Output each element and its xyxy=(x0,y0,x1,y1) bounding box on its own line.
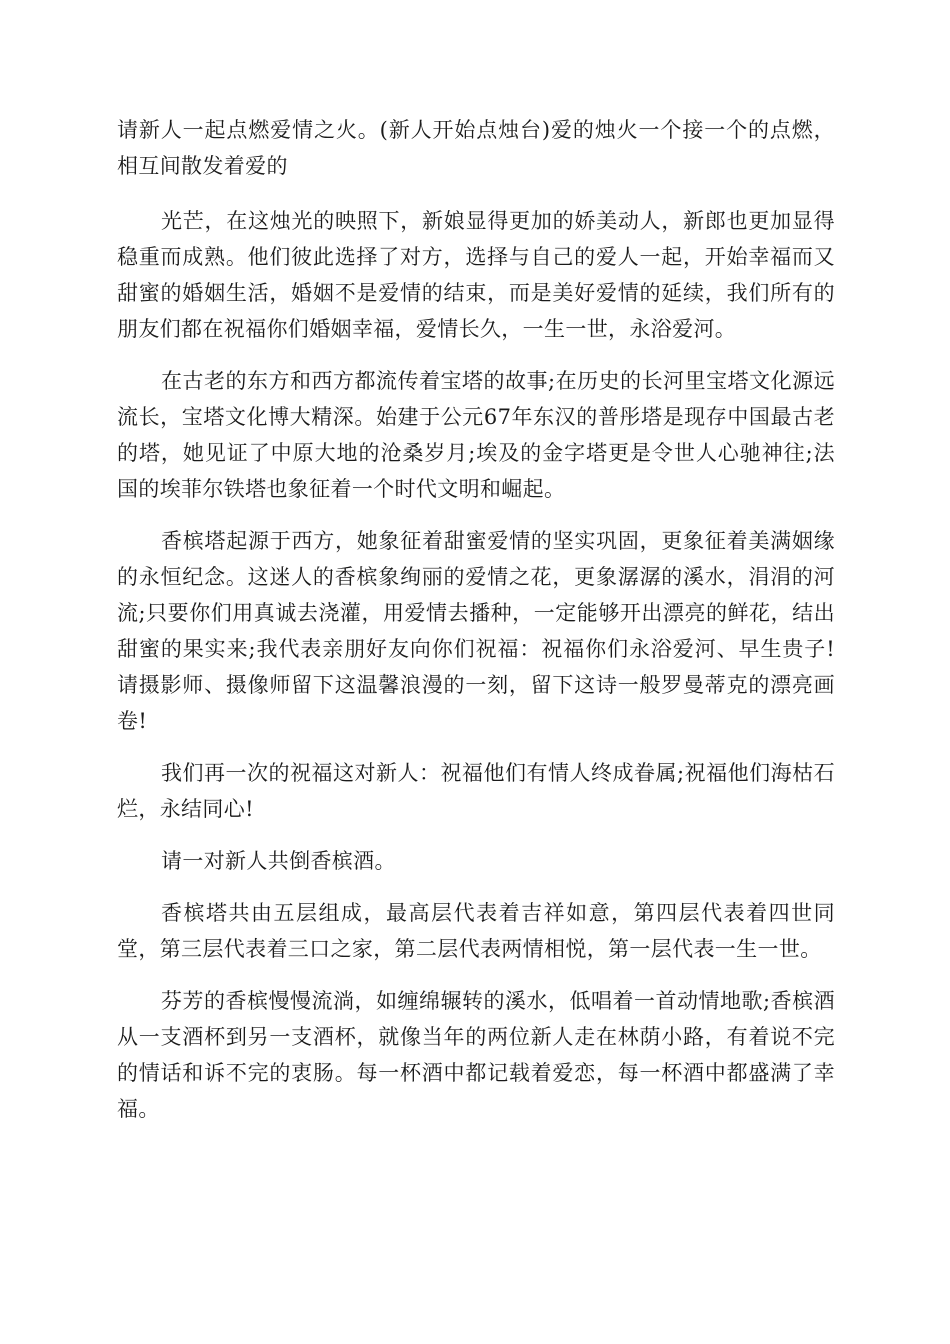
paragraph-7: 香槟塔共由五层组成，最高层代表着吉祥如意，第四层代表着四世同堂，第三层代表着三口之家，第二层代表两情相悦，第一层代表一生一世。 xyxy=(117,901,835,961)
document-body xyxy=(117,112,835,1143)
paragraph-2: 光芒，在这烛光的映照下，新娘显得更加的娇美动人，新郎也更加显得稳重而成熟。他们彼此选择了对方，选择与自己的爱人一起，开始幸福而又甜蜜的婚姻生活，婚姻不是爱情的结束，而是美好爱情的延续，我们所有的朋友们都在祝福你们婚姻幸福，爱情长久，一生一世，永浴爱河。 xyxy=(117,209,835,341)
paragraph-6: 请一对新人共倒香槟酒。 xyxy=(161,849,396,873)
paragraph-8: 芬芳的香槟慢慢流淌，如缠绵辗转的溪水，低唱着一首动情地歌;香槟酒从一支酒杯到另一支酒杯，就像当年的两位新人走在林荫小路，有着说不完的情话和诉不完的衷肠。每一杯酒中都记载着爱恋，每一杯酒中都盛满了幸福。 xyxy=(117,989,835,1121)
paragraph-5: 我们再一次的祝福这对新人：祝福他们有情人终成眷属;祝福他们海枯石烂，永结同心! xyxy=(117,761,835,821)
paragraph-3: 在古老的东方和西方都流传着宝塔的故事;在历史的长河里宝塔文化源远流长，宝塔文化博大精深。始建于公元67年东汉的普彤塔是现存中国最古老的塔，她见证了中原大地的沧桑岁月;埃及的金字塔更是令世人心驰神往;法国的埃菲尔铁塔也象征着一个时代文明和崛起。 xyxy=(117,369,835,501)
paragraph-4: 香槟塔起源于西方，她象征着甜蜜爱情的坚实巩固，更象征着美满姻缘的永恒纪念。这迷人的香槟象绚丽的爱情之花，更象潺潺的溪水，涓涓的河流;只要你们用真诚去浇灌，用爱情去播种，一定能够开出漂亮的鲜花，结出甜蜜的果实来;我代表亲朋好友向你们祝福：祝福你们永浴爱河、早生贵子!请摄影师、摄像师留下这温馨浪漫的一刻，留下这诗一般罗曼蒂克的漂亮画卷! xyxy=(117,529,835,733)
paragraph-1: 请新人一起点燃爱情之火。(新人开始点烛台)爱的烛火一个接一个的点燃，相互间散发着爱的 xyxy=(117,118,835,178)
